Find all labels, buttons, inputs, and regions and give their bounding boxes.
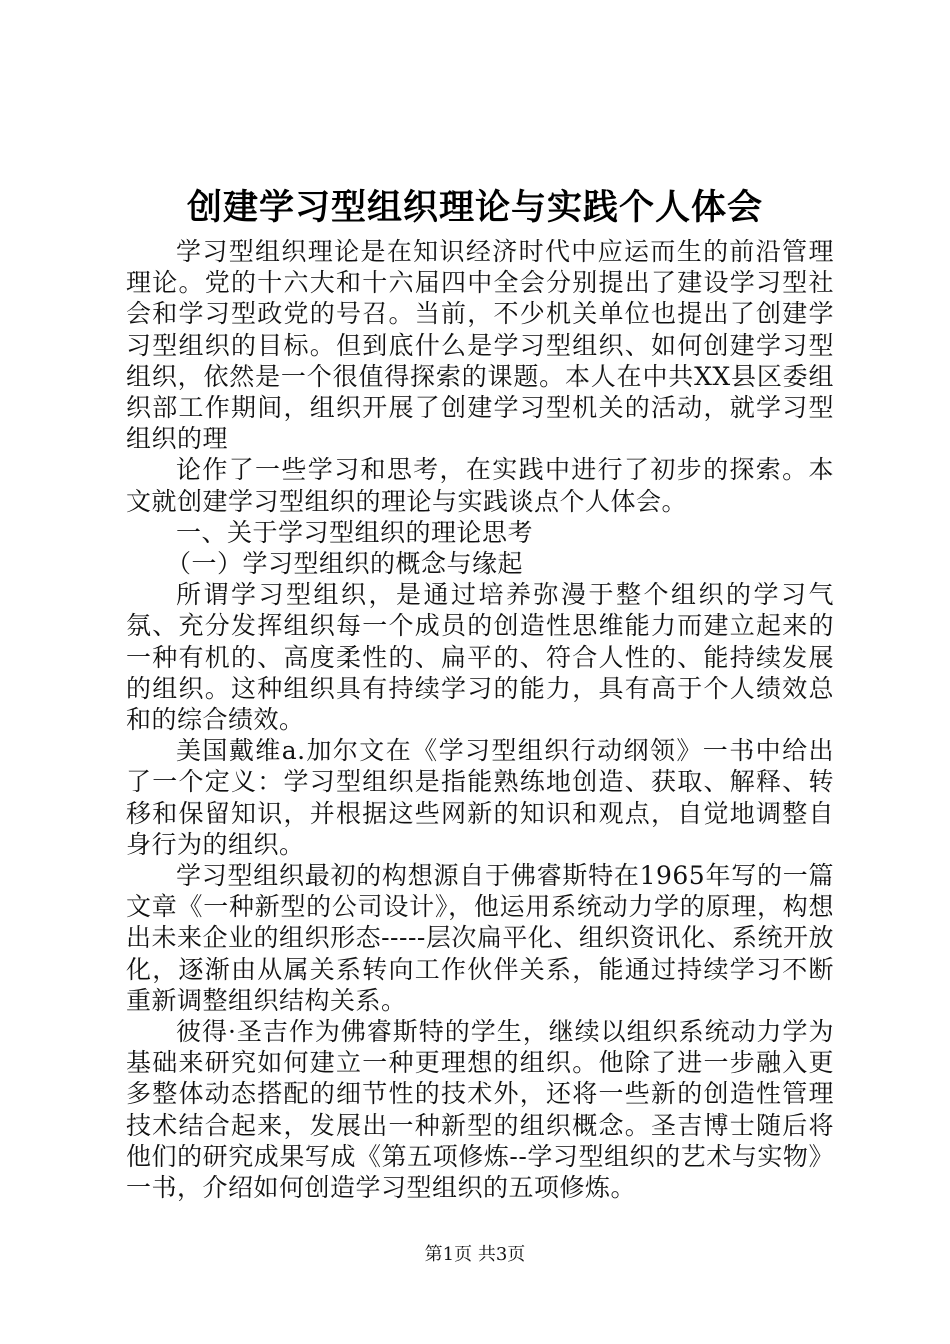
document-body xyxy=(126,236,834,1203)
paragraph-intro-continued: 论作了一些学习和思考，在实践中进行了初步的探索。本文就创建学习型组织的理论与实践谈点个人体会。 xyxy=(126,455,834,516)
document-title: 创建学习型组织理论与实践个人体会 xyxy=(186,187,763,228)
paragraph-forrester: 学习型组织最初的构想源自于佛睿斯特在1965年写的一篇文章《一种新型的公司设计》，他运用系统动力学的原理，构想出未来企业的组织形态-----层次扁平化、组织资讯化、系统开放化，逐渐由从属关系转向工作伙伴关系，能通过持续学习不断重新调整组织结构关系。 xyxy=(126,861,834,1015)
paragraph-garvin: 美国戴维a.加尔文在《学习型组织行动纲领》一书中给出了一个定义：学习型组织是指能熟练地创造、获取、解释、转移和保留知识，并根据这些网新的知识和观点，自觉地调整自身行为的组织。 xyxy=(126,736,834,859)
section-heading: 一、关于学习型组织的理论思考 xyxy=(176,517,534,547)
paragraph-definition: 所谓学习型组织，是通过培养弥漫于整个组织的学习气氛、充分发挥组织每一个成员的创造性思维能力而建立起来的一种有机的、高度柔性的、扁平的、符合人性的、能持续发展的组织。这种组织具有持续学习的能力，具有高于个人绩效总和的综合绩效。 xyxy=(126,580,834,735)
subsection-heading: （一）学习型组织的概念与缘起 xyxy=(166,549,524,579)
page-footer: 第1页 共3页 xyxy=(424,1244,526,1265)
paragraph-senge: 彼得·圣吉作为佛睿斯特的学生，继续以组织系统动力学为基础来研究如何建立一种更理想的组织。他除了进一步融入更多整体动态搭配的细节性的技术外，还将一些新的创造性管理技术结合起来，发展出一种新型的组织概念。圣吉博士随后将他们的研究成果写成《第五项修炼--学习型组织的艺术与实物》一书，介绍如何创造学习型组织的五项修炼。 xyxy=(126,1017,834,1203)
paragraph-intro: 学习型组织理论是在知识经济时代中应运而生的前沿管理理论。党的十六大和十六届四中全会分别提出了建设学习型社会和学习型政党的号召。当前，不少机关单位也提出了创建学习型组织的目标。但到底什么是学习型组织、如何创建学习型组织，依然是一个很值得探索的课题。本人在中共XX县区委组织部工作期间，组织开展了创建学习型机关的活动，就学习型组织的理 xyxy=(126,237,834,454)
